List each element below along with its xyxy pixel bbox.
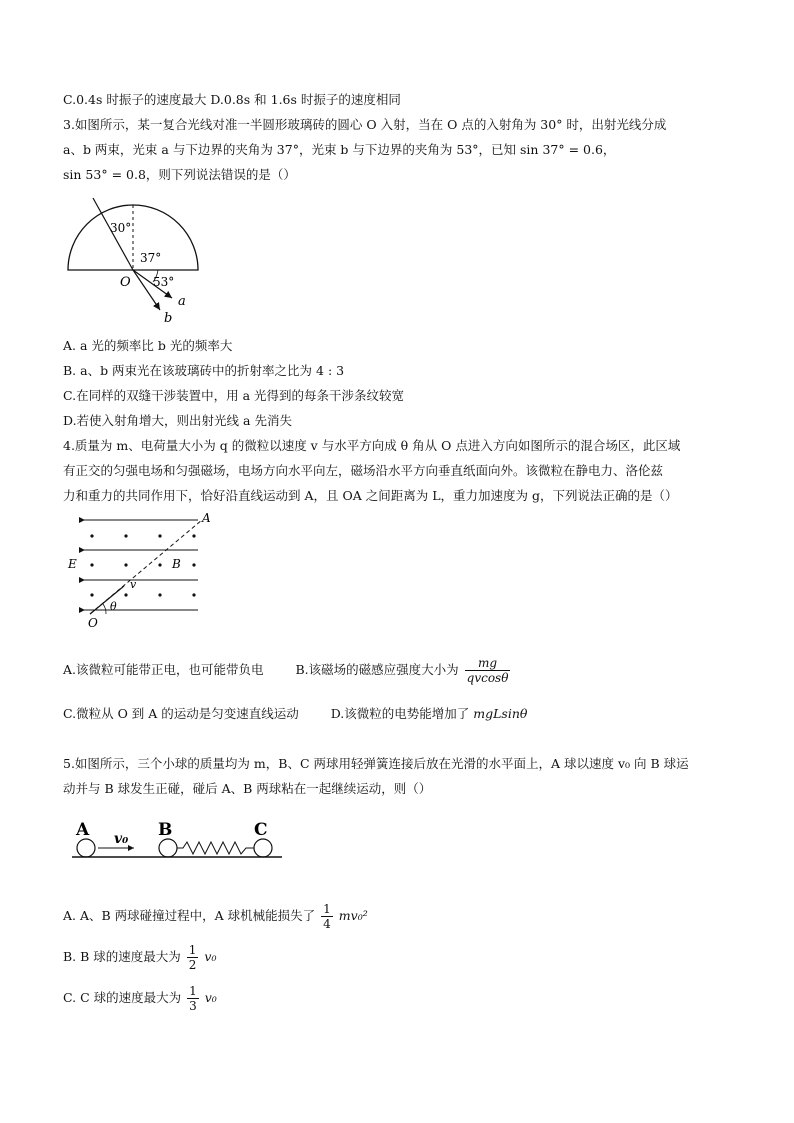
q4-option-d: D.该微粒的电势能增加了: [330, 706, 470, 721]
label-b: B: [172, 557, 181, 571]
q3-option-a: A. a 光的频率比 b 光的频率大: [63, 338, 233, 353]
q5-figure-balls: [70, 815, 290, 865]
q3-figure-semicircle: [60, 190, 210, 325]
spring: [177, 842, 254, 854]
q4-option-c-d: [63, 706, 527, 722]
label-o: O: [88, 616, 98, 630]
q5-text-line1: 5.如图所示，三个小球的质量均为 m，B、C 两球用轻弹簧连接后放在光滑的水平面上，A 球以速度 v₀ 向 B 球运: [63, 756, 689, 771]
q4-option-b-fraction: $\frac{mg}{qvcos\theta}$: [466, 656, 509, 685]
q4-option-d-expr: mgLsinθ: [473, 706, 528, 721]
label-c: C: [254, 820, 268, 840]
label-a: A: [76, 820, 90, 840]
q3-text-line1: 3.如图所示，某一复合光线对准一半圆形玻璃砖的圆心 O 入射，当在 O 点的入射角为 30° 时，出射光线分成: [63, 117, 667, 132]
q3-option-b: B. a、b 两束光在该玻璃砖中的折射率之比为 4 : 3: [63, 363, 345, 378]
ball-a: [77, 839, 95, 857]
q5-option-a: A. A、B 两球碰撞过程中，A 球机械能损失了 $\frac{1}{4}$ mv₀²: [63, 902, 368, 931]
q3-option-c: C.在同样的双缝干涉装置中，用 a 光得到的每条干涉条纹较宽: [63, 388, 404, 403]
q4-text-line2: 有正交的匀强电场和匀强磁场，电场方向水平向左，磁场沿水平方向垂直纸面向外。该微粒在静电力、洛伦兹: [63, 463, 664, 478]
label-b: b: [164, 311, 173, 325]
q5-option-b: B. B 球的速度最大为 $\frac{1}{2}$ v₀: [63, 943, 217, 972]
q4-option-a: A.该微粒可能带正电，也可能带负电: [63, 662, 264, 677]
label-37: 37°: [140, 251, 162, 265]
label-a: a: [178, 294, 186, 309]
ball-b: [159, 839, 177, 857]
q4-option-b: B.该磁场的磁感应强度大小为: [295, 662, 459, 677]
q4-figure-fields: [62, 510, 222, 630]
q5-option-c: C. C 球的速度最大为 $\frac{1}{3}$ v₀: [63, 984, 217, 1013]
label-o: O: [120, 275, 131, 290]
q4-text-line3: 力和重力的共同作用下，恰好沿直线运动到 A，且 OA 之间距离为 L，重力加速度为 g，下列说法正确的是（）: [63, 488, 678, 503]
label-theta: θ: [110, 600, 117, 613]
label-b: B: [158, 820, 173, 840]
q3-text-line3: sin 53° = 0.8，则下列说法错误的是（）: [63, 167, 296, 182]
label-e: E: [68, 557, 77, 571]
option-c-d-line: C.0.4s 时振子的速度最大 D.0.8s 和 1.6s 时振子的速度相同: [63, 92, 401, 107]
label-v: v: [130, 578, 137, 591]
label-v0: v₀: [114, 831, 129, 847]
label-a: A: [202, 511, 211, 525]
q3-text-line2: a、b 两束，光束 a 与下边界的夹角为 37°，光束 b 与下边界的夹角为 53°，已知 sin 37° = 0.6，: [63, 142, 616, 157]
q3-option-d: D.若使入射角增大，则出射光线 a 先消失: [63, 413, 292, 428]
q5-option-b-fraction: $\frac{1}{2}$: [188, 943, 197, 972]
q4-text-line1: 4.质量为 m、电荷量大小为 q 的微粒以速度 v 与水平方向成 θ 角从 O 点进入方向如图所示的混合场区，此区域: [63, 438, 681, 453]
q4-option-c: C.微粒从 O 到 A 的运动是匀变速直线运动: [63, 706, 299, 721]
q4-option-a-b: [63, 656, 512, 685]
ball-c: [254, 839, 272, 857]
q5-option-a-fraction: $\frac{1}{4}$: [323, 902, 331, 931]
q5-text-line2: 动并与 B 球发生正碰，碰后 A、B 两球粘在一起继续运动，则（）: [63, 781, 432, 796]
label-30: 30°: [110, 221, 132, 235]
label-53: 53°: [153, 275, 175, 289]
q5-option-c-fraction: $\frac{1}{3}$: [189, 984, 197, 1013]
